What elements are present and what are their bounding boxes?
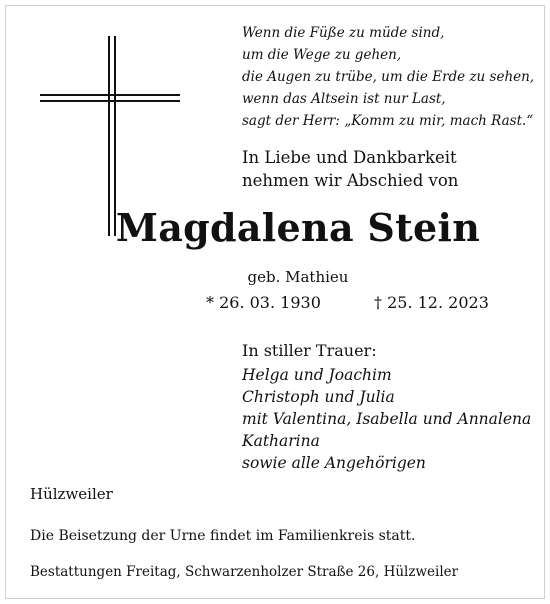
place-name: Hülzweiler [30, 485, 113, 503]
mourners-list [242, 364, 542, 474]
poem-line: um die Wege zu gehen, [242, 47, 402, 63]
mourner-entry: mit Valentina, Isabella und Annalena [242, 410, 532, 428]
mourner-entry: Helga und Joachim [242, 366, 392, 384]
burial-note: Die Beisetzung der Urne findet im Familienkreis statt. [30, 528, 416, 544]
mourner-entry: Christoph und Julia [242, 388, 395, 406]
mourning-heading: In stiller Trauer: [242, 341, 377, 360]
poem-line: Wenn die Füße zu müde sind, [242, 25, 445, 41]
undertaker-info: Bestattungen Freitag, Schwarzenholzer Straße 26, Hülzweiler [30, 564, 459, 580]
poem-line: wenn das Altsein ist nur Last, [242, 91, 446, 107]
maiden-name: geb. Mathieu [247, 268, 349, 286]
poem-line: die Augen zu trübe, um die Erde zu sehen, [242, 69, 535, 85]
farewell-intro [242, 146, 542, 192]
poem-verse [242, 22, 542, 132]
death-date: † 25. 12. 2023 [374, 293, 489, 312]
birth-date: * 26. 03. 1930 [206, 293, 321, 312]
mourner-entry: Katharina [242, 432, 320, 450]
poem-line: sagt der Herr: „Komm zu mir, mach Rast.“ [242, 113, 534, 129]
mourner-entry: sowie alle Angehörigen [242, 454, 426, 472]
intro-line: nehmen wir Abschied von [242, 171, 459, 190]
intro-line: In Liebe und Dankbarkeit [242, 148, 457, 167]
deceased-name: Magdalena Stein [115, 205, 481, 250]
